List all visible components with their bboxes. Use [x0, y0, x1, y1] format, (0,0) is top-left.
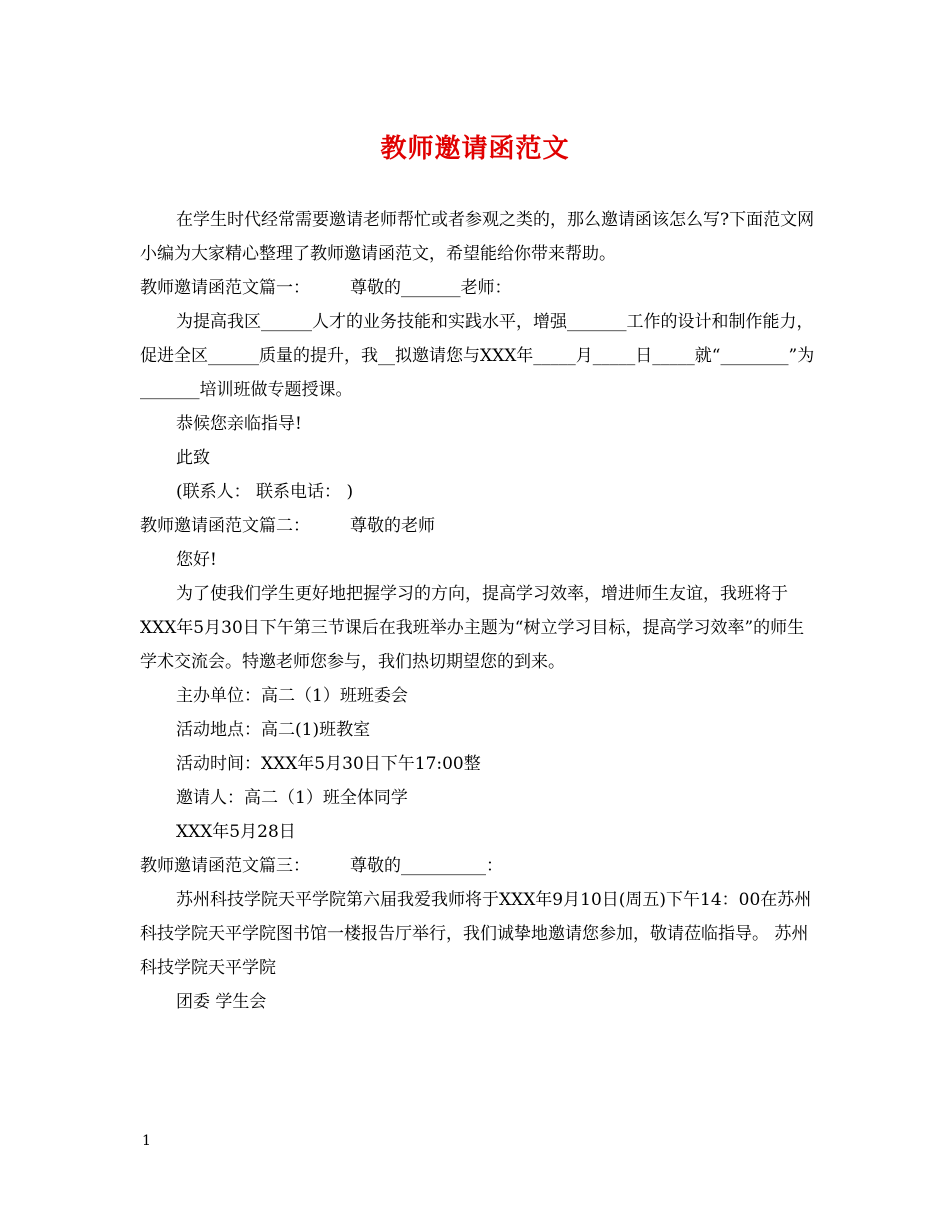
section2-inviter: 邀请人：高二（1）班全体同学 — [176, 788, 408, 808]
section2-greeting: 您好! — [176, 550, 217, 570]
section3-heading: 教师邀请函范文篇三： — [140, 856, 310, 876]
section2-date: XXX年5月28日 — [176, 822, 296, 842]
section2-salutation: 尊敬的老师 — [350, 516, 435, 536]
section2-organizer: 主办单位：高二（1）班班委会 — [176, 686, 408, 706]
section1-body: 为提高我区______人才的业务技能和实践水平，增强_______工作的设计和制作能力，促进全区______质量的提升，我__拟邀请您与XXX年_____月_____日_____就“________”为_______培训班做专题授课。 — [140, 312, 815, 400]
section1-heading-line — [140, 271, 815, 305]
section2-heading: 教师邀请函范文篇二： — [140, 516, 310, 536]
section1-heading: 教师邀请函范文篇一： — [140, 278, 310, 298]
section2-venue: 活动地点：高二(1)班教室 — [176, 720, 371, 740]
section2-heading-line — [140, 509, 815, 543]
page-number: 1 — [142, 1133, 151, 1149]
section1-closing: 恭候您亲临指导! — [176, 414, 302, 434]
section3-body: 苏州科技学院天平学院第六届我爱我师将于XXX年9月10日(周五)下午14：00在苏州科技学院天平学院图书馆一楼报告厅举行，我们诚挚地邀请您参加，敬请莅临指导。 苏州科技学院天平学院 — [140, 890, 812, 978]
section3-salutation: 尊敬的__________： — [350, 856, 503, 876]
section1-contact: (联系人： 联系电话： ) — [176, 482, 354, 502]
document-body — [140, 203, 815, 1019]
section1-salutation: 尊敬的_______老师： — [350, 278, 512, 298]
section2-time: 活动时间：XXX年5月30日下午17:00整 — [176, 754, 481, 774]
section1-regards: 此致 — [176, 448, 210, 468]
section3-heading-line — [140, 849, 815, 883]
section2-body: 为了使我们学生更好地把握学习的方向，提高学习效率，增进师生友谊，我班将于XXX年5月30日下午第三节课后在我班举办主题为“树立学习目标，提高学习效率”的师生学术交流会。特邀老师您参与，我们热切期望您的到来。 — [140, 584, 805, 672]
intro-paragraph: 在学生时代经常需要邀请老师帮忙或者参观之类的，那么邀请函该怎么写?下面范文网小编为大家精心整理了教师邀请函范文，希望能给你带来帮助。 — [140, 210, 815, 264]
section3-signature: 团委 学生会 — [176, 992, 267, 1012]
page-title: 教师邀请函范文 — [380, 134, 570, 164]
